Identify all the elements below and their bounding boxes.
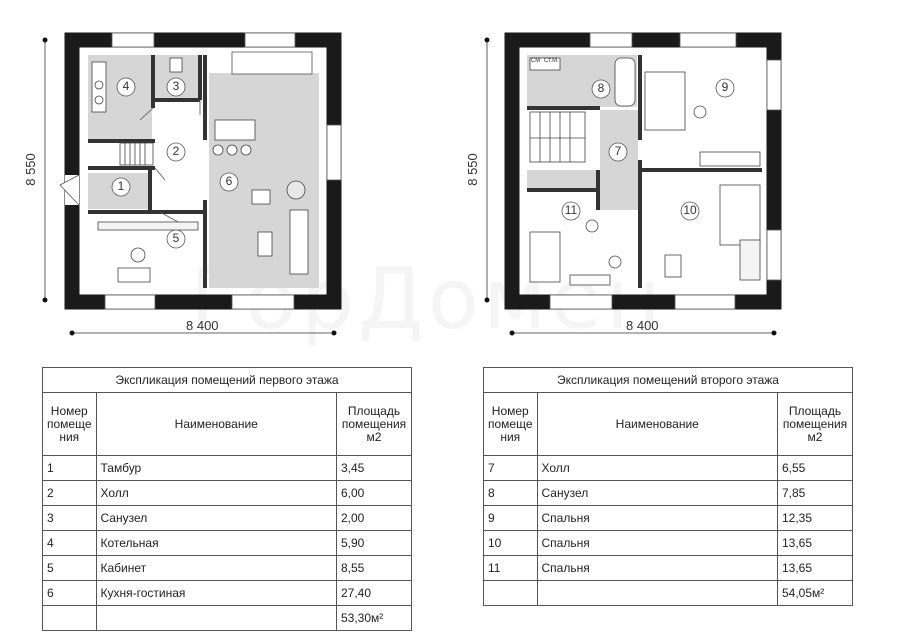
- table-row: [484, 481, 853, 506]
- table-row: [43, 456, 412, 481]
- cell-num: 7: [484, 456, 538, 481]
- cell-area: 7,85: [778, 481, 853, 506]
- cell-name: Холл: [96, 481, 337, 506]
- table-row: [43, 581, 412, 606]
- stairs: [120, 143, 153, 165]
- cell-area: 12,35: [778, 506, 853, 531]
- floor1-plan: [60, 33, 341, 309]
- room-number: 1: [117, 179, 125, 193]
- cell-area: 6,00: [337, 481, 412, 506]
- window: [550, 295, 612, 309]
- col-area-header: Площадь помещения м2: [337, 393, 412, 456]
- col-name-header: Наименование: [537, 393, 778, 456]
- table-title: Экспликация помещений второго этажа: [484, 368, 853, 393]
- kitchen-counter: [232, 52, 312, 74]
- cell-name: Санузел: [537, 481, 778, 506]
- cell-num: 11: [484, 556, 538, 581]
- room-number: 9: [721, 80, 729, 94]
- window: [232, 295, 294, 309]
- window: [590, 33, 632, 47]
- room-number: 6: [225, 174, 233, 188]
- cell-name: Холл: [537, 456, 778, 481]
- window: [680, 33, 736, 47]
- room-number: 11: [564, 203, 578, 217]
- table-row: [43, 506, 412, 531]
- cell-name: Спальня: [537, 531, 778, 556]
- floor2-height-dim: 8 550: [464, 153, 480, 186]
- table-total: 54,05м²: [778, 581, 853, 606]
- cell-num: 5: [43, 556, 97, 581]
- room-number: 7: [614, 144, 622, 158]
- floor2-plan: [512, 33, 781, 309]
- floor1-width-dim: 8 400: [186, 318, 219, 333]
- cell-name: Спальня: [537, 556, 778, 581]
- table-row: [43, 531, 412, 556]
- window: [112, 33, 154, 47]
- bath-label-b: Ст.М.: [544, 58, 559, 64]
- floor2-explication-table: [483, 367, 853, 606]
- cell-name: Кабинет: [96, 556, 337, 581]
- table-title: Экспликация помещений первого этажа: [43, 368, 412, 393]
- window: [245, 33, 295, 47]
- corridor-fill: [527, 170, 597, 188]
- bath-label-a: СМ: [531, 58, 541, 64]
- floor1-explication-table: [42, 367, 412, 631]
- window: [675, 295, 735, 309]
- col-area-header: Площадь помещения м2: [778, 393, 853, 456]
- stairs: [530, 112, 585, 162]
- cell-num: 6: [43, 581, 97, 606]
- cell-area: 6,55: [778, 456, 853, 481]
- cell-area: 13,65: [778, 556, 853, 581]
- room-number: 3: [172, 79, 180, 93]
- cell-area: 8,55: [337, 556, 412, 581]
- cell-name: Котельная: [96, 531, 337, 556]
- cell-name: Спальня: [537, 506, 778, 531]
- window: [767, 230, 781, 280]
- window: [327, 125, 341, 180]
- col-num-header: Номер помеще ния: [484, 393, 538, 456]
- cell-name: Кухня-гостиная: [96, 581, 337, 606]
- room-number: 10: [683, 203, 697, 217]
- table-row: [484, 456, 853, 481]
- room-number: 8: [597, 81, 605, 95]
- room-number: 2: [172, 144, 180, 158]
- cell-num: 2: [43, 481, 97, 506]
- col-name-header: Наименование: [96, 393, 337, 456]
- cell-area: 27,40: [337, 581, 412, 606]
- col-num-header: Номер помеще ния: [43, 393, 97, 456]
- cell-num: 9: [484, 506, 538, 531]
- room-number: 5: [172, 231, 180, 245]
- room-number: 4: [122, 79, 130, 93]
- table-row: [484, 556, 853, 581]
- floor2-width-dim: 8 400: [626, 318, 659, 333]
- cell-num: 1: [43, 456, 97, 481]
- window: [105, 295, 155, 309]
- cell-num: 10: [484, 531, 538, 556]
- table-total: 53,30м²: [337, 606, 412, 631]
- cell-area: 3,45: [337, 456, 412, 481]
- cell-name: Тамбур: [96, 456, 337, 481]
- cell-num: 4: [43, 531, 97, 556]
- table-row: [484, 506, 853, 531]
- table-row: [43, 481, 412, 506]
- window: [767, 60, 781, 110]
- cell-area: 13,65: [778, 531, 853, 556]
- table-row: [484, 531, 853, 556]
- floor1-height-dim: 8 550: [22, 153, 38, 186]
- cell-area: 2,00: [337, 506, 412, 531]
- cell-num: 8: [484, 481, 538, 506]
- table-row: [43, 556, 412, 581]
- cell-name: Санузел: [96, 506, 337, 531]
- cell-area: 5,90: [337, 531, 412, 556]
- cell-num: 3: [43, 506, 97, 531]
